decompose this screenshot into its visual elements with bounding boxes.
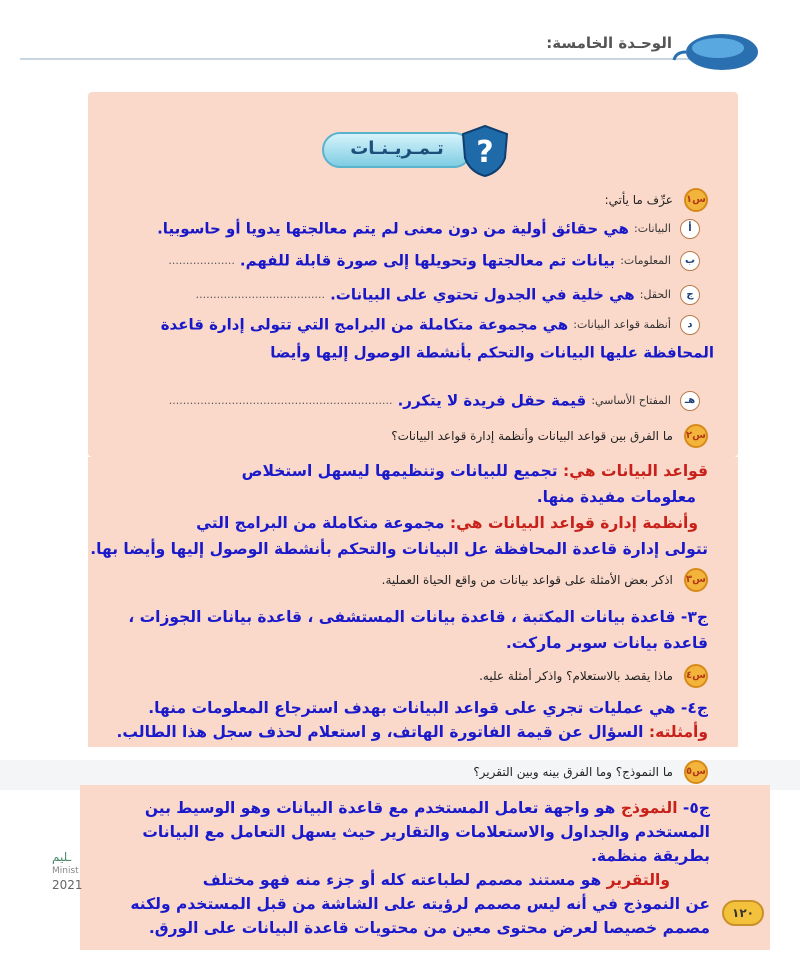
exercises-badge <box>322 124 512 176</box>
answer-line: مصمم خصيصا لعرض محتوى معين من محتويات قاعدة البيانات على الورق. <box>148 919 710 937</box>
header-rule <box>20 58 690 60</box>
q1-item-e <box>169 390 700 411</box>
ministry-subtext: Minist <box>52 866 79 876</box>
q1-item-d-continuation <box>270 342 714 362</box>
item-answer: هي خلية في الجدول تحتوي على البيانات. <box>330 285 635 304</box>
answer-line: قواعد البيانات هي: تجميع للبيانات وتنظيمها ليسهل استخلاص <box>241 462 708 480</box>
item-letter: ج <box>680 285 700 305</box>
question-badge: س٢ <box>684 424 708 448</box>
answer-line: المستخدم والجداول والاستعلامات والتقارير حيث يسهل التعامل مع البيانات <box>142 823 710 841</box>
question-1 <box>605 188 708 212</box>
answer-line: تتولى إدارة قاعدة المحافظة عل البيانات والتحكم بأنشطة الوصول إليها وأيضا بها. <box>90 540 708 558</box>
answer-line: ج٤- هي عمليات تجري على قواعد البيانات بهدف استرجاع المعلومات منها. <box>148 699 708 717</box>
q3-answer <box>128 604 708 656</box>
item-letter: ب <box>680 251 700 271</box>
question-4 <box>479 664 708 688</box>
question-badge: س١ <box>684 188 708 212</box>
item-dots: ................... <box>168 254 235 267</box>
q1-item-c <box>196 284 700 305</box>
answer-line: والتقرير هو مستند مصمم لطباعته كله أو جزء منه فهو مختلف <box>202 871 670 889</box>
item-answer: هي مجموعة متكاملة من البرامج التي تتولى إدارة قاعدة <box>160 315 569 334</box>
item-dots: ................................................................ <box>168 394 393 407</box>
item-answer: بيانات تم معالجتها وتحويلها إلى صورة قابلة للفهم. <box>239 251 616 270</box>
q1-item-a <box>157 218 700 239</box>
exercises-title: تـمـريـنـات <box>350 138 444 159</box>
unit-title: الوحـدة الخامسة: <box>546 34 672 52</box>
item-letter: أ <box>680 219 700 239</box>
answer-line: بطريقة منظمة. <box>590 847 710 865</box>
question-prompt: ما الفرق بين قواعد البيانات وأنظمة إدارة قواعد البيانات؟ <box>391 429 673 443</box>
q4-answer <box>116 696 708 744</box>
question-3 <box>382 568 708 592</box>
page-number: ١٢٠ <box>722 900 764 926</box>
item-letter: هـ <box>680 391 700 411</box>
item-term: البيانات: <box>634 222 671 235</box>
item-term: الحقل: <box>639 288 671 301</box>
item-dots: ..................................... <box>195 288 325 301</box>
q1-item-b <box>168 250 700 271</box>
item-letter: د <box>680 315 700 335</box>
question-mark-icon <box>460 124 510 178</box>
answer-line: وأنظمة إدارة قواعد البيانات هي: مجموعة متكاملة من البرامج التي <box>196 514 698 532</box>
item-answer: قيمة حقل فريدة لا يتكرر. <box>397 391 587 410</box>
item-answer: هي حقائق أولية من دون معنى لم يتم معالجتها يدويا أو حاسوبيا. <box>157 219 629 238</box>
item-term: المفتاح الأساسي: <box>591 394 671 407</box>
item-term: المعلومات: <box>620 254 671 267</box>
q1-item-d <box>161 314 700 335</box>
question-prompt: ما النموذج؟ وما الفرق بينه وبين التقرير؟ <box>473 765 673 779</box>
answer-line: ج٣- قاعدة بيانات المكتبة ، قاعدة بيانات المستشفى ، قاعدة بيانات الجوزات ، <box>128 608 708 626</box>
q5-answer <box>130 796 710 940</box>
question-5 <box>473 760 708 784</box>
answer-line: قاعدة بيانات سوبر ماركت. <box>505 634 708 652</box>
answer-line: وأمثلته: السؤال عن قيمة الفاتورة الهاتف، و استعلام لحذف سجل هذا الطالب. <box>116 723 708 741</box>
question-badge: س٤ <box>684 664 708 688</box>
answer-line: ج٥- النموذج هو واجهة تعامل المستخدم مع قاعدة البيانات وهو الوسيط بين <box>144 799 710 817</box>
item-answer-continuation: المحافظة عليها البيانات والتحكم بأنشطة الوصول إليها وأيضا <box>270 343 714 362</box>
answer-line: عن النموذج في أنه ليس مصمم لرؤيته على الشاشة من قبل المستخدم ولكنه <box>130 895 710 913</box>
answer-line: معلومات مفيدة منها. <box>536 488 696 506</box>
question-2 <box>391 424 708 448</box>
question-prompt: ماذا يقصد بالاستعلام؟ واذكر أمثلة عليه. <box>479 669 673 683</box>
question-badge: س٥ <box>684 760 708 784</box>
edition-year: 2021 <box>52 878 83 892</box>
mouse-icon <box>672 30 760 74</box>
ministry-logo-text: ـليم <box>52 850 72 864</box>
q2-answer <box>90 458 708 562</box>
question-prompt: اذكر بعض الأمثلة على قواعد بيانات من واقع الحياة العملية. <box>381 573 673 587</box>
svg-text:?: ? <box>476 135 494 170</box>
question-prompt: عرِّف ما يأتي: <box>604 193 673 207</box>
question-badge: س٣ <box>684 568 708 592</box>
item-term: أنظمة قواعد البيانات: <box>573 318 671 331</box>
